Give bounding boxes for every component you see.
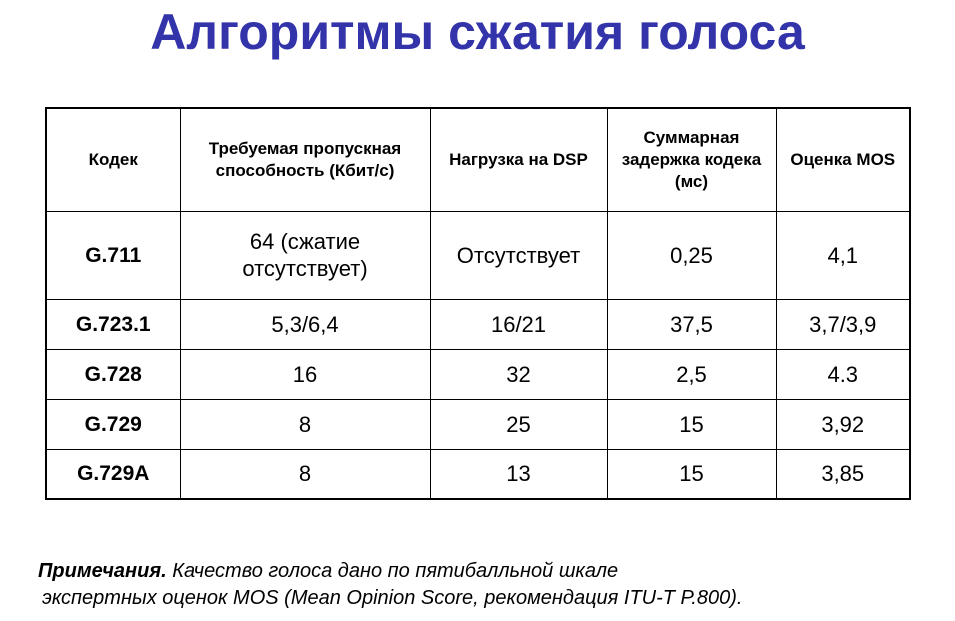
header-codec: Кодек xyxy=(46,108,180,211)
header-mos: Оценка MOS xyxy=(776,108,910,211)
table-row xyxy=(46,349,910,399)
cell-bandwidth: 16 xyxy=(180,349,430,399)
cell-codec-delay: 2,5 xyxy=(607,349,776,399)
footnote-text-1: Качество голоса дано по пятибалльной шкале xyxy=(166,560,619,582)
table-row xyxy=(46,449,910,499)
codec-table xyxy=(45,107,911,500)
cell-dsp-load: 25 xyxy=(430,399,607,449)
cell-codec: G.711 xyxy=(46,211,180,299)
cell-dsp-load: Отсутствует xyxy=(430,211,607,299)
cell-codec-delay: 15 xyxy=(607,449,776,499)
cell-mos: 4,1 xyxy=(776,211,910,299)
cell-mos: 3,7/3,9 xyxy=(776,299,910,349)
cell-dsp-load: 13 xyxy=(430,449,607,499)
cell-mos: 4.3 xyxy=(776,349,910,399)
cell-bandwidth: 8 xyxy=(180,449,430,499)
footnote xyxy=(38,558,742,612)
table-header-row xyxy=(46,108,910,211)
cell-codec: G.723.1 xyxy=(46,299,180,349)
cell-codec-delay: 0,25 xyxy=(607,211,776,299)
footnote-line-2: экспертных оценок MOS (Mean Opinion Score, рекомендация ITU-T P.800). xyxy=(42,587,743,609)
table-row xyxy=(46,211,910,299)
footnote-lead: Примечания. xyxy=(38,560,167,582)
cell-dsp-load: 16/21 xyxy=(430,299,607,349)
cell-dsp-load: 32 xyxy=(430,349,607,399)
cell-codec: G.729 xyxy=(46,399,180,449)
table-row xyxy=(46,399,910,449)
cell-mos: 3,85 xyxy=(776,449,910,499)
cell-codec: G.728 xyxy=(46,349,180,399)
cell-bandwidth: 5,3/6,4 xyxy=(180,299,430,349)
cell-bandwidth: 64 (сжатие отсутствует) xyxy=(180,211,430,299)
header-dsp-load: Нагрузка на DSP xyxy=(430,108,607,211)
header-codec-delay: Суммарная задержка кодека (мс) xyxy=(607,108,776,211)
cell-codec: G.729A xyxy=(46,449,180,499)
cell-bandwidth: 8 xyxy=(180,399,430,449)
header-bandwidth: Требуемая пропускная способность (Кбит/с) xyxy=(180,108,430,211)
page-title: Алгоритмы сжатия голоса xyxy=(150,4,805,60)
footnote-line-1 xyxy=(38,558,742,585)
table-row xyxy=(46,299,910,349)
cell-codec-delay: 37,5 xyxy=(607,299,776,349)
cell-codec-delay: 15 xyxy=(607,399,776,449)
cell-mos: 3,92 xyxy=(776,399,910,449)
